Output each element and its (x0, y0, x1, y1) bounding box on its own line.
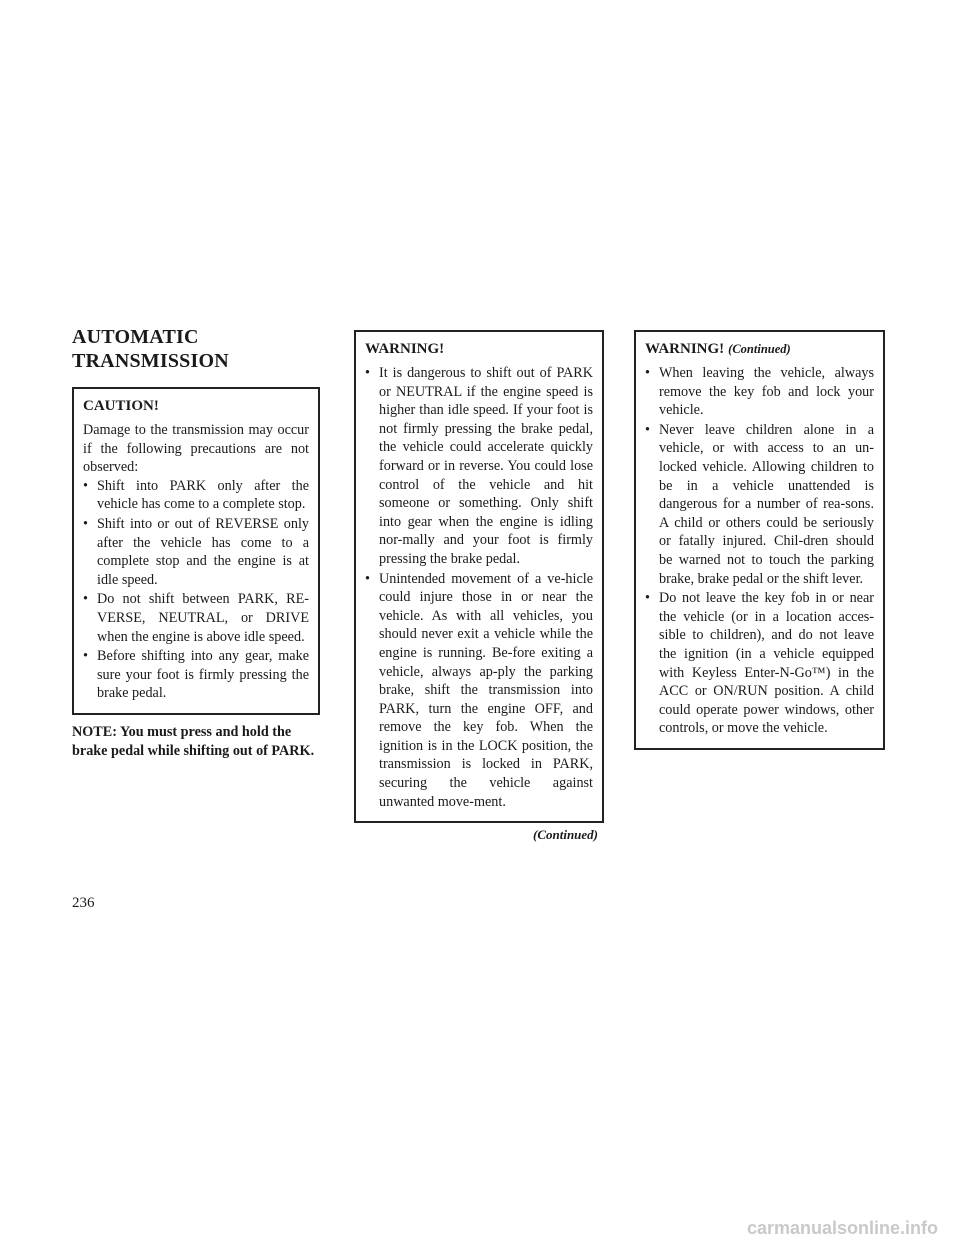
bullet-icon: • (645, 590, 650, 607)
bullet-icon: • (645, 421, 650, 438)
warning-item: • Unintended movement of a ve-hicle could injure those in or near the vehicle. As with all vehicles, you should never exit a vehicle while the engine is running. Be-fore exiting a vehicle, always ap-ply the parking brake, shift the transmission into PARK, turn the engine OFF, and remove the key fob. When the ignition is in the LOCK position, the transmission is locked in PARK, securing the vehicle against unwanted move-ment. (365, 570, 593, 810)
caution-intro: Damage to the transmission may occur if the following precautions are not observed: (83, 422, 309, 476)
warning-title: WARNING! (365, 341, 445, 357)
bullet-icon: • (645, 365, 650, 381)
title-continued-suffix: (Continued) (728, 342, 791, 356)
bullet-icon: • (83, 515, 88, 532)
warning-box (354, 330, 604, 823)
bullet-icon: • (83, 648, 88, 665)
warning-item: • Never leave children alone in a vehicle, or with access to an un-locked vehicle. Allowing children to be in a vehicle unattended is dangerous for a number of rea-sons. A child or others could be seriously or fatally injured. Chil-dren should be warned not to touch the parking brake, brake pedal or the shift lever. (645, 421, 874, 587)
bullet-icon: • (83, 477, 88, 494)
caution-item: • Shift into PARK only after the vehicle has come to a complete stop. (83, 477, 309, 513)
continued-label: (Continued) (532, 827, 598, 843)
bullet-icon: • (83, 591, 88, 608)
warning-item: • Do not leave the key fob in or near the vehicle (or in a location acces-sible to children), and do not leave the ignition (in a vehicle equipped with Keyless Enter-N-Go™) in the ACC or ON/RUN position. A child could operate power windows, other controls, or move the vehicle. (645, 590, 874, 737)
caution-list (83, 477, 309, 703)
bullet-icon: • (365, 365, 370, 381)
warning-list (365, 364, 593, 811)
caution-box (72, 387, 320, 715)
warning-item: • It is dangerous to shift out of PARK or NEUTRAL if the engine speed is higher than idle speed. If your foot is not firmly pressing the brake pedal, the vehicle could accelerate quickly forward or in reverse. You could lose control of the vehicle and hit someone or something. Only shift into gear when the engine is idling nor-mally and your foot is firmly pressing the brake pedal. (365, 365, 593, 567)
bullet-icon: • (365, 570, 370, 587)
caution-item: • Before shifting into any gear, make sure your foot is firmly pressing the brake pedal. (83, 648, 309, 702)
section-title: AUTOMATIC TRANSMISSION (72, 326, 229, 372)
note-text: NOTE: You must press and hold the brake pedal while shifting out of PARK. (72, 723, 315, 759)
middle-column (354, 330, 604, 843)
warning-continued-list (645, 364, 874, 738)
right-column (634, 330, 885, 750)
left-column (72, 325, 320, 760)
caution-title: CAUTION! (83, 398, 159, 414)
warning-continued-box (634, 330, 885, 750)
warning-item: • When leaving the vehicle, always remove the key fob and lock your vehicle. (645, 365, 874, 419)
warning-continued-title: WARNING! (Continued) (645, 341, 791, 357)
watermark: carmanualsonline.info (746, 1218, 938, 1238)
caution-item: • Shift into or out of REVERSE only after the vehicle has come to a complete stop and the engine is at idle speed. (83, 515, 309, 588)
page-number: 236 (72, 895, 95, 911)
caution-item: • Do not shift between PARK, RE-VERSE, NEUTRAL, or DRIVE when the engine is above idle speed. (83, 591, 309, 645)
